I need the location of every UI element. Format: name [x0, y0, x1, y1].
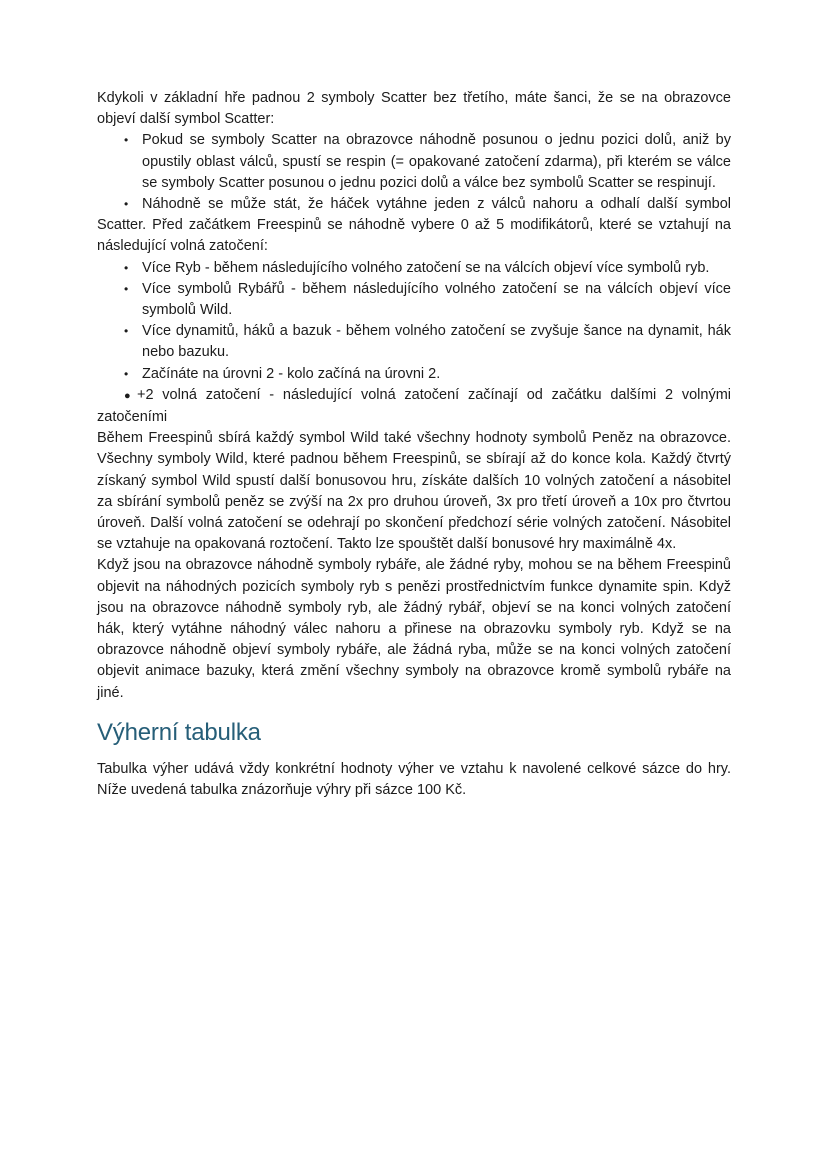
list-item-text: Náhodně se může stát, že háček vytáhne jeden z válců nahoru a odhalí další symbol Scatter. Před začátkem Freespinů se náhodně vybere 0 až 5 modifikátorů, které se vztahují na následující volná zatočení: — [97, 196, 731, 255]
list-item-text: +2 volná zatočení - následující volná zatočení začínají od začátku dalšími 2 volnými zatočeními — [97, 386, 731, 426]
list-item-plus2-freespins — [97, 385, 731, 428]
list-item-text: Více dynamitů, háků a bazuk - během volného zatočení se zvyšuje šance na dynamit, hák nebo bazuku. — [142, 323, 731, 361]
paragraph-dynamite-spin: Když jsou na obrazovce náhodně symboly rybáře, ale žádné ryby, mohou se na během Freespinů objevit na náhodných pozicích symboly ryb s penězi prostřednictvím funkce dynamite spin. Když jsou na obrazovce náhodně symboly ryb, ale žádný rybář, objeví se na konci volných zatočení hák, který vytáhne náhodný válec nahoru a přinese na obrazovku symboly ryb. Když se na obrazovce náhodně objeví symboly rybáře, ale žádná ryba, může se na konci volných zatočení objevit animace bazuky, která změní všechny symboly na obrazovce kromě symbolů rybáře na jiné. — [97, 557, 731, 701]
list-item-text: Více Ryb - během následujícího volného zatočení se na válcích objeví více symbolů ryb. — [142, 259, 710, 276]
section-heading-paytable: Výherní tabulka — [97, 718, 261, 746]
bullet-large-icon: ● — [124, 389, 131, 402]
paragraph-freespins-rules: Během Freespinů sbírá každý symbol Wild také všechny hodnoty symbolů Peněz na obrazovce. Všechny symboly Wild, které padnou během Freespinů, se sbírají až do konce kola. Každý čtvrtý získaný symbol Wild spustí další bonusovou hru, získáte dalších 10 volných zatočení a násobitel za sbírání symbolů peněz se zvýší na 2x pro druhou úroveň, 3x pro třetí úroveň a 10x pro čtvrtou úroveň. Další volná zatočení se odehrají po skončení předchozí série volných zatočení. Násobitel se vztahuje na opakovaná roztočení. Takto lze spouštět další bonusové hry maximálně 4x. — [97, 430, 731, 553]
bullet-icon: • — [124, 133, 129, 148]
list-item-text: Více symbolů Rybářů - během následujícího volného zatočení se na válcích objeví více symbolů Wild. — [142, 280, 731, 319]
list-item-scatter-respin — [97, 130, 731, 194]
list-item-text: Pokud se symboly Scatter na obrazovce náhodně posunou o jednu pozici dolů, aniž by opustily oblast válců, spustí se respin (= opakované zatočení zdarma), při kterém se válce se symboly Scatter posunou o jednu pozici dolů a válce bez symbolů Scatter se respinují. — [142, 132, 731, 191]
list-item-text: Začínáte na úrovni 2 - kolo začíná na úrovni 2. — [142, 365, 441, 382]
bullet-icon: • — [124, 260, 129, 275]
bullet-icon: • — [124, 366, 129, 381]
list-item-scatter-hook — [97, 194, 731, 258]
list-item-modifier-more-fishermen — [97, 279, 731, 321]
bullet-icon: • — [124, 281, 129, 296]
bullet-icon: • — [124, 324, 129, 339]
list-item-modifier-more-fish — [97, 258, 731, 279]
list-item-modifier-start-level-2 — [97, 364, 731, 385]
paragraph-intro: Kdykoli v základní hře padnou 2 symboly Scatter bez třetího, máte šanci, že se na obrazovce objeví další symbol Scatter: — [97, 90, 731, 128]
page-content — [97, 88, 731, 801]
bullet-icon: • — [124, 197, 129, 212]
list-item-modifier-more-dynamite — [97, 321, 731, 363]
paragraph-paytable-intro: Tabulka výher udává vždy konkrétní hodnoty výher ve vztahu k navolené celkové sázce do hry. Níže uvedená tabulka znázorňuje výhry při sázce 100 Kč. — [97, 760, 731, 799]
